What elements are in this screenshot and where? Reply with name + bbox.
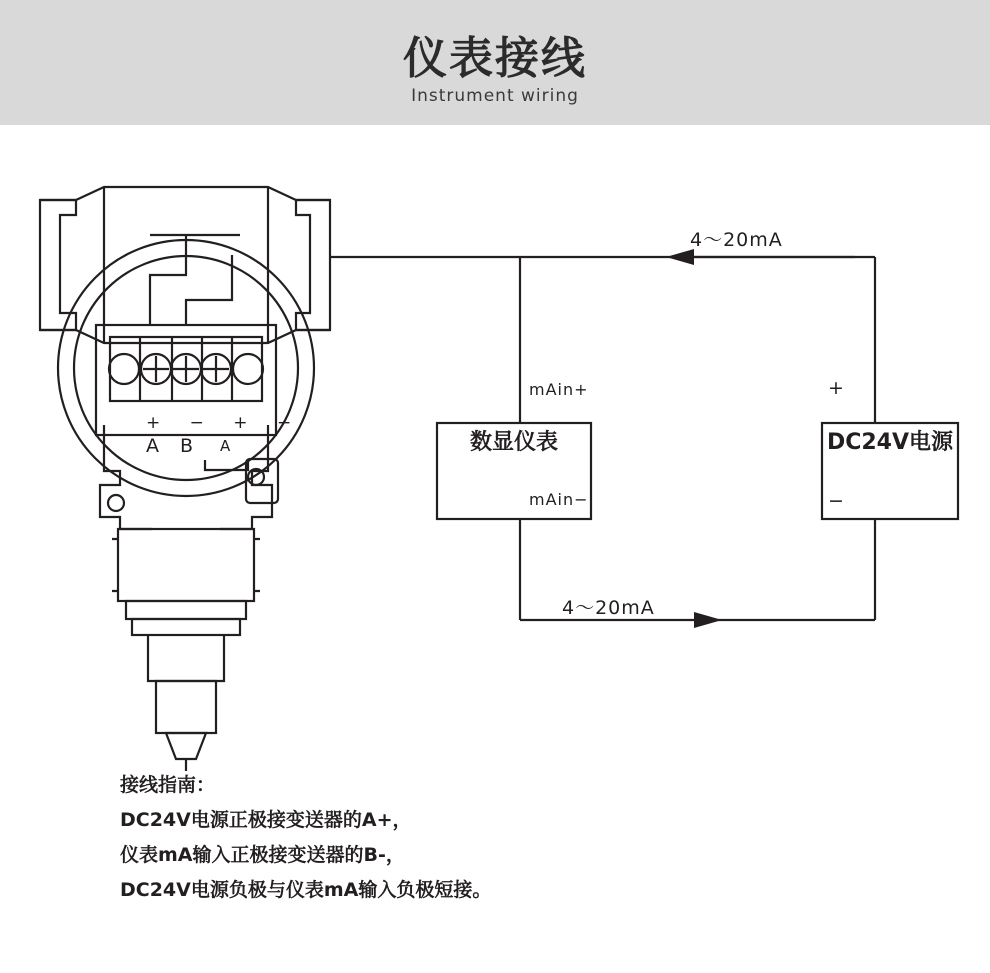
label-current-bottom: 4～20mA <box>562 597 655 619</box>
terminal-label-a: A <box>146 435 159 457</box>
label-main-minus: mAin− <box>529 490 589 509</box>
terminal-sign-row: + − + − <box>146 413 304 433</box>
label-current-top: 4～20mA <box>690 229 783 251</box>
notes-line-2: 仪表mA输入正极接变送器的B-， <box>120 844 405 866</box>
page-header <box>0 0 990 125</box>
arrow-bottom-head <box>694 612 722 628</box>
label-power-minus: − <box>828 490 844 512</box>
terminal-label-b: B <box>180 435 194 457</box>
page-title: 仪表接线 <box>403 33 587 84</box>
notes-line-1: DC24V电源正极接变送器的A+， <box>120 809 412 831</box>
notes-line-3: DC24V电源负极与仪表mA输入负极短接。 <box>120 879 492 901</box>
power-supply-label: DC24V电源 <box>826 430 954 455</box>
label-main-plus: mAin+ <box>529 380 589 399</box>
page-subtitle: Instrument wiring <box>411 86 579 106</box>
wiring-notes <box>120 768 880 908</box>
wiring-diagram <box>0 125 990 775</box>
transmitter-housing-icon <box>40 187 330 771</box>
label-power-plus: + <box>828 377 844 399</box>
digital-meter-label: 数显仪表 <box>469 430 558 455</box>
notes-title: 接线指南： <box>120 774 216 796</box>
terminal-bracket-label: A <box>220 437 231 455</box>
